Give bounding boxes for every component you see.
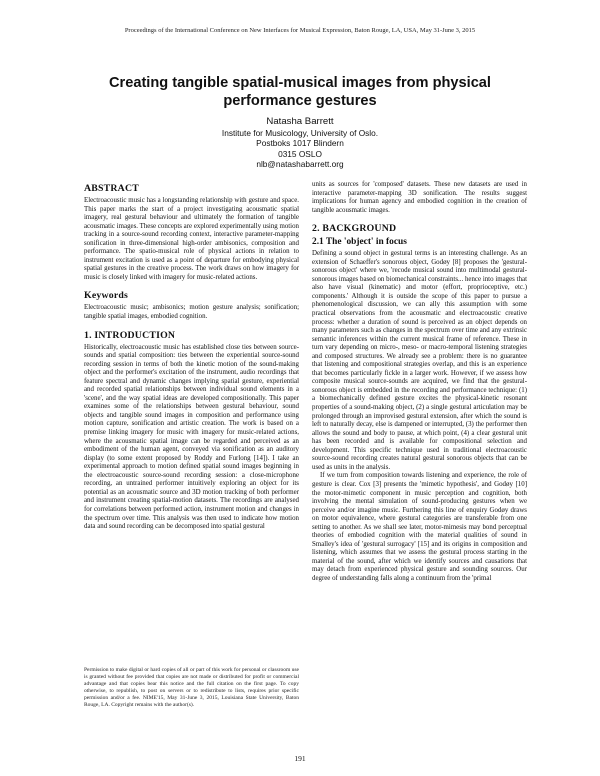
abstract-heading: ABSTRACT: [84, 183, 139, 194]
page-number: 191: [294, 754, 306, 763]
right-column: [312, 181, 527, 584]
author-block: [0, 116, 600, 169]
keywords-heading: Keywords: [84, 290, 129, 302]
proceedings-header: Proceedings of the International Conference on New Interfaces for Musical Expression, Baton Rouge, LA, USA, May 31-June 3, 2015: [124, 27, 476, 34]
intro-continuation-text: units as sources for 'composed' datasets. These new datasets are used in interactive parameter-mapping 3D sonification. The results suggest implications for human agency and embodied cognition in the creation of tangible acousmatic images.: [312, 181, 527, 214]
introduction-text: Historically, electroacoustic music has established close ties between source-sounds and spatial composition: ties between the experiential source-sound recording session in terms of both the kinetic motion of the sound-making object and the performer's excitation of the instrument, audio recordings that feature spectral and dynamic changes implying spatial gesture, experiential and recorded spatial relationships between individual sound elements in a 'scene', and the way spatial ideas are developed compositionally. This paper examines some of the relationships between gestural behaviour, sound objects and tangible sound images in composition and performance using motion capture, sonification and artistic creation. The work is based on a premise linking imagery for music with imagery for music-related actions, where the acousmatic spatial image can be regarded and perceived as an embodiment of the human agent, conveyed via sonification as an auditory display (to some extent proposed by Roddy and Furlong [14]). I take an experimental approach to motion defined spatial sound images beginning in the electroacoustic source-sound recording session: a close-microphone recording, an untrained performer intuitively exploring an object for its potential as an acousmatic source and 3D motion tracking of both performer and instrument creating spatial-motion datasets. The recordings are analysed for correlations between performed action, instrument motion and changes in the spectrum over time. This analysis was then used to indicate how motion data and sound recording can be decomposed into spatial gestural: [84, 343, 299, 531]
abstract-text: Electroacoustic music has a longstanding relationship with gesture and space. This paper marks the start of a project investigating acousmatic spatial imagery, real gestural behaviour and ultimately the formation of tangible acousmatic images. These concepts are explored experimentally using motion tracking in a source-sound recording context, interactive parameter-mapping sonification in three-dimensional high-order ambisonics, composition and performance. The spatio-musical role of physical actions in relation to instrument excitation is used as a point of departure for embodying physical spatial gestures in the creative process. The work draws on how imagery for music is closely linked with imagery for music-related actions.: [84, 197, 299, 281]
keywords-text: Electroacoustic music; ambisonics; motion gesture analysis; sonification; tangible spatial images, embodied cognition.: [84, 304, 299, 321]
background-paragraph-1: Defining a sound object in gestural terms is an interesting challenge. As an extension of Schaeffer's sonorous object, Godøy [8] proposes the 'gestural-sonorous object' where we, 'recode musical sound into multimodal gestural-sonorous images based on biomechanical constraints... hence into images that also have visual (kinematic) and motor (effort, proprioceptive, etc.) components.' Although it is outside the scope of this paper to pursue a phenomenological discussion, we can ally this assumption with some practical observations from the acousmatic and electroacoustic creative process: whether a duration of sound is perceived as an object depends on many parameters such as changes in the spectrum over time and any extrinsic semantic inferences within the current musical frame of reference. These in turn vary depending on micro-, meso- or macro-temporal listening strategies and composed structures. We already see a problem: there is no guarantee that listening and compositional strategies overlap, and this is an experience that becomes particularly fickle in a larger work. However, if we assess how composite musical source-sounds are acquired, we find that the gestural-sonorous object is embedded in the recording and performance technique: (1) a biomechanically defined gesture excites the physical-kinetic resonant properties of a sound-making object, (2) a single gestural articulation may be prolonged through an improvised gestural extension, after which the sound is left to naturally decay, else is dampened or interrupted, (3) the performer then allows the sound and body to pause, at which point, (4) a clear gestural unit has been recorded and is available for compositional selection and development. This specific technique used in traditional electroacoustic source-sound recording creates natural gestural sonorous objects that can be used as units in the analysis.: [312, 250, 527, 471]
left-column: [84, 183, 299, 532]
author-address-line2: 0315 OSLO: [278, 148, 322, 159]
background-heading: 2. BACKGROUND: [312, 223, 397, 235]
introduction-heading: 1. INTRODUCTION: [84, 329, 176, 341]
author-address-line1: Postboks 1017 Blindern: [256, 138, 344, 149]
author-name: Natasha Barrett: [266, 116, 334, 127]
author-email: nlb@natashabarrett.org: [256, 158, 344, 169]
object-in-focus-subheading: 2.1 The 'object' in focus: [312, 237, 407, 248]
author-affiliation: Institute for Musicology, University of Oslo.: [221, 128, 379, 138]
paper-title: Creating tangible spatial-musical images from physical performance gestures: [109, 75, 491, 109]
background-paragraph-2: If we turn from composition towards listening and experience, the role of gesture is clear. Cox [3] presents the 'mimetic hypothesis', and Godøy [10] the motor-mimetic component in music perception and cognition, both involving the mental simulation of sound-producing gestures when we perceive and/or imagine music. Furthering this line of enquiry Godøy draws on motor equivalence, where gestural categories are transferable from one setting to another. As we shall see later, motor-mimesis may bond perceptual theories of embodied cognition with the material qualities of sound in Smalley's idea of 'gestural surrogacy' [15] and its origins in composition and listening, which assumes that we assess the gestural process starting in the material of the sound, after which we identify sources and causations that may detach from experienced physical gesture and sounding sources. Our degree of understanding falls along a continuum from the 'primal: [312, 472, 527, 582]
copyright-footnote: Permission to make digital or hard copies of all or part of this work for personal or classroom use is granted without fee provided that copies are not made or distributed for profit or commercial advantage and that copies bear this notice and the full citation on the first page. To copy otherwise, to republish, to post on servers or to redistribute to lists, requires prior specific permission and/or a fee. NIME'15, May 31-June 3, 2015, Louisiana State University, Baton Rouge, LA. Copyright remains with the author(s).: [84, 667, 299, 709]
